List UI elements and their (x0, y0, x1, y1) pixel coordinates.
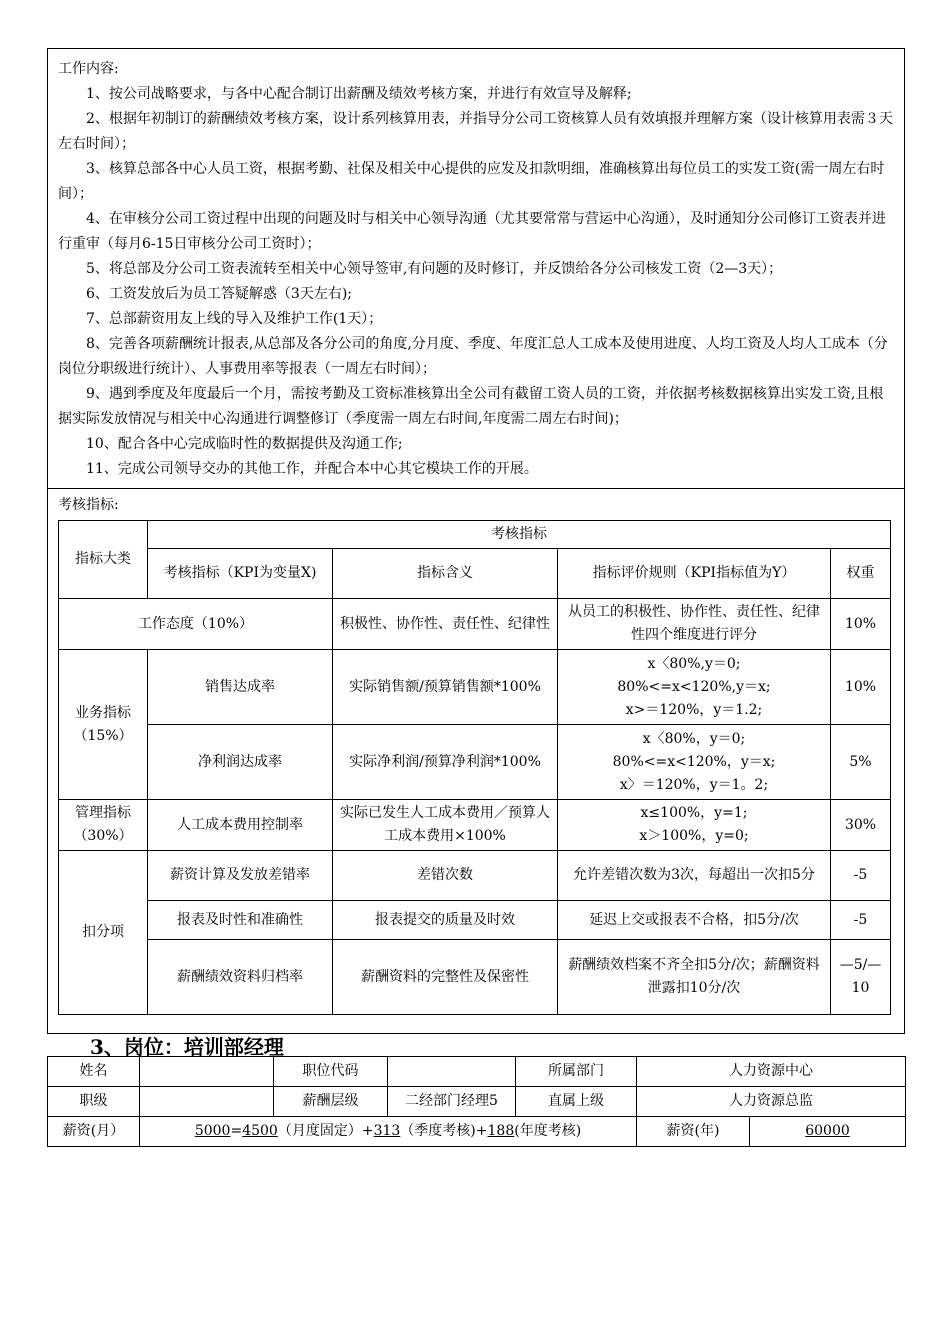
business-category: 业务指标（15%） (59, 650, 148, 800)
superior-label: 直属上级 (516, 1087, 637, 1117)
name-label: 姓名 (48, 1057, 140, 1087)
job-description-box (47, 48, 905, 1034)
kpi-col-weight: 权重 (831, 549, 891, 599)
work-content-section (48, 49, 904, 489)
annual-salary-value (750, 1117, 906, 1147)
rule-line: x〈80%,y＝0; (647, 655, 741, 672)
business-meaning: 实际净利润/预算净利润*100% (333, 725, 558, 800)
deduction-kpi: 报表及时性和准确性 (148, 901, 333, 940)
business-kpi: 销售达成率 (148, 650, 333, 725)
rule-line: 80%<=x<120%,y＝x; (617, 678, 771, 695)
attitude-name: 工作态度（10%） (59, 599, 333, 650)
business-weight: 5% (831, 725, 891, 800)
name-value (140, 1057, 274, 1087)
monthly-fixed-text: （月度固定）+ (277, 1123, 374, 1139)
work-item: 1、按公司战略要求，与各中心配合制订出薪酬及绩效考核方案，并进行有效宣导及解释; (86, 86, 632, 102)
kpi-col-meaning: 指标含义 (333, 549, 558, 599)
work-item: 3、核算总部各中心人员工资，根据考勤、社保及相关中心提供的应发及扣款明细，准确核算出每位员工的实发工资(需一周左右时间）； (58, 161, 885, 202)
rule-line: x〉＝120%，y＝1。2; (619, 776, 769, 793)
deduction-weight: -5 (831, 851, 891, 901)
position-info-table (47, 1056, 906, 1147)
kpi-col-category: 指标大类 (59, 521, 148, 599)
business-meaning: 实际销售额/预算销售额*100% (333, 650, 558, 725)
monthly-quarter: 313 (373, 1123, 401, 1139)
monthly-salary-value (140, 1117, 637, 1147)
work-item: 9、遇到季度及年度最后一个月，需按考勤及工资标准核算出全公司有截留工资人员的工资，并依据考核数据核算出实发工资,且根据实际发放情况与相关中心沟通进行调整修订（季度需一周左右时间,年度需二周左右时间)； (58, 386, 884, 427)
kpi-col-rule: 指标评价规则（KPI指标值为Y） (558, 549, 831, 599)
code-label: 职位代码 (274, 1057, 388, 1087)
monthly-year-text: (年度考核) (514, 1123, 582, 1139)
deduction-meaning: 薪酬资料的完整性及保密性 (333, 940, 558, 1015)
work-item: 5、将总部及分公司工资表流转至相关中心领导签审,有问题的及时修订，并反馈给各分公司核发工资（2—3天）； (86, 261, 783, 277)
work-item: 10、配合各中心完成临时性的数据提供及沟通工作; (86, 436, 403, 452)
deduction-rule: 允许差错次数为3次，每超出一次扣5分 (558, 851, 831, 901)
work-item: 8、完善各项薪酬统计报表,从总部及各分公司的角度,分月度、季度、年度汇总人工成本及使用进度、人均工资及人均人工成本（分岗位分职级进行统计）、人事费用率等报表（一周左右时间）； (58, 336, 888, 377)
deduction-weight: -5 (831, 901, 891, 940)
rule-line: 80%<=x<120%，y＝x; (612, 753, 776, 770)
monthly-fixed: 4500 (242, 1123, 278, 1139)
work-content-heading: 工作内容: (58, 61, 119, 77)
work-item: 7、总部薪资用友上线的导入及维护工作(1天）； (86, 311, 383, 327)
deduction-weight: —5/—10 (831, 940, 891, 1015)
pay-level-value: 二经部门经理5 (388, 1087, 516, 1117)
business-kpi: 净利润达成率 (148, 725, 333, 800)
attitude-weight: 10% (831, 599, 891, 650)
attitude-meaning: 积极性、协作性、责任性、纪律性 (333, 599, 558, 650)
work-item: 2、根据年初制订的薪酬绩效考核方案，设计系列核算用表，并指导分公司工资核算人员有效填报并理解方案（设计核算用表需３天左右时间）； (58, 111, 893, 152)
kpi-heading: 考核指标: (58, 497, 119, 513)
position-title: 3、岗位：培训部经理 (90, 1035, 284, 1059)
pay-level-label: 薪酬层级 (274, 1087, 388, 1117)
attitude-rule: 从员工的积极性、协作性、责任性、纪律性四个维度进行评分 (558, 599, 831, 650)
deduction-category: 扣分项 (59, 851, 148, 1015)
monthly-salary-label: 薪资(月） (48, 1117, 140, 1147)
business-rule (558, 725, 831, 800)
monthly-quarter-text: （季度考核)+ (400, 1123, 488, 1139)
business-weight: 10% (831, 650, 891, 725)
kpi-section (48, 489, 904, 1033)
management-category: 管理指标（30%） (59, 800, 148, 851)
code-value (388, 1057, 516, 1087)
management-kpi: 人工成本费用控制率 (148, 800, 333, 851)
superior-value: 人力资源总监 (637, 1087, 906, 1117)
work-item: 11、完成公司领导交办的其他工作，并配合本中心其它模块工作的开展。 (86, 461, 538, 477)
rule-line: x〈80%，y＝0; (642, 730, 746, 747)
deduction-meaning: 报表提交的质量及时效 (333, 901, 558, 940)
annual-amount: 60000 (805, 1123, 850, 1139)
annual-salary-label: 薪资(年) (637, 1117, 750, 1147)
dept-value: 人力资源中心 (637, 1057, 906, 1087)
rank-value (140, 1087, 274, 1117)
work-item: 4、在审核分公司工资过程中出现的问题及时与相关中心领导沟通（尤其要常常与营运中心沟通），及时通知分公司修订工资表并进行重审（每月6-15日审核分公司工资时）； (58, 211, 886, 252)
deduction-kpi: 薪资计算及发放差错率 (148, 851, 333, 901)
rule-line: x＞100%，y=0; (639, 828, 749, 844)
rank-label: 职级 (48, 1087, 140, 1117)
rule-line: x>＝120%，y＝1.2; (625, 701, 763, 718)
deduction-rule: 薪酬绩效档案不齐全扣5分/次；薪酬资料泄露扣10分/次 (558, 940, 831, 1015)
deduction-rule: 延迟上交或报表不合格，扣5分/次 (558, 901, 831, 940)
business-rule (558, 650, 831, 725)
rule-line: x≤100%，y=1; (640, 805, 748, 821)
management-meaning: 实际已发生人工成本费用／预算人工成本费用×100% (333, 800, 558, 851)
work-item: 6、工资发放后为员工答疑解惑（3天左右); (86, 286, 352, 302)
kpi-col-group: 考核指标 (148, 521, 891, 549)
kpi-table (58, 520, 891, 1015)
monthly-year: 188 (487, 1123, 515, 1139)
management-weight: 30% (831, 800, 891, 851)
monthly-eq: = (230, 1123, 243, 1139)
deduction-kpi: 薪酬绩效资料归档率 (148, 940, 333, 1015)
monthly-total: 5000 (194, 1123, 231, 1139)
deduction-meaning: 差错次数 (333, 851, 558, 901)
kpi-col-kpi: 考核指标（KPI为变量X) (148, 549, 333, 599)
management-rule (558, 800, 831, 851)
dept-label: 所属部门 (516, 1057, 637, 1087)
